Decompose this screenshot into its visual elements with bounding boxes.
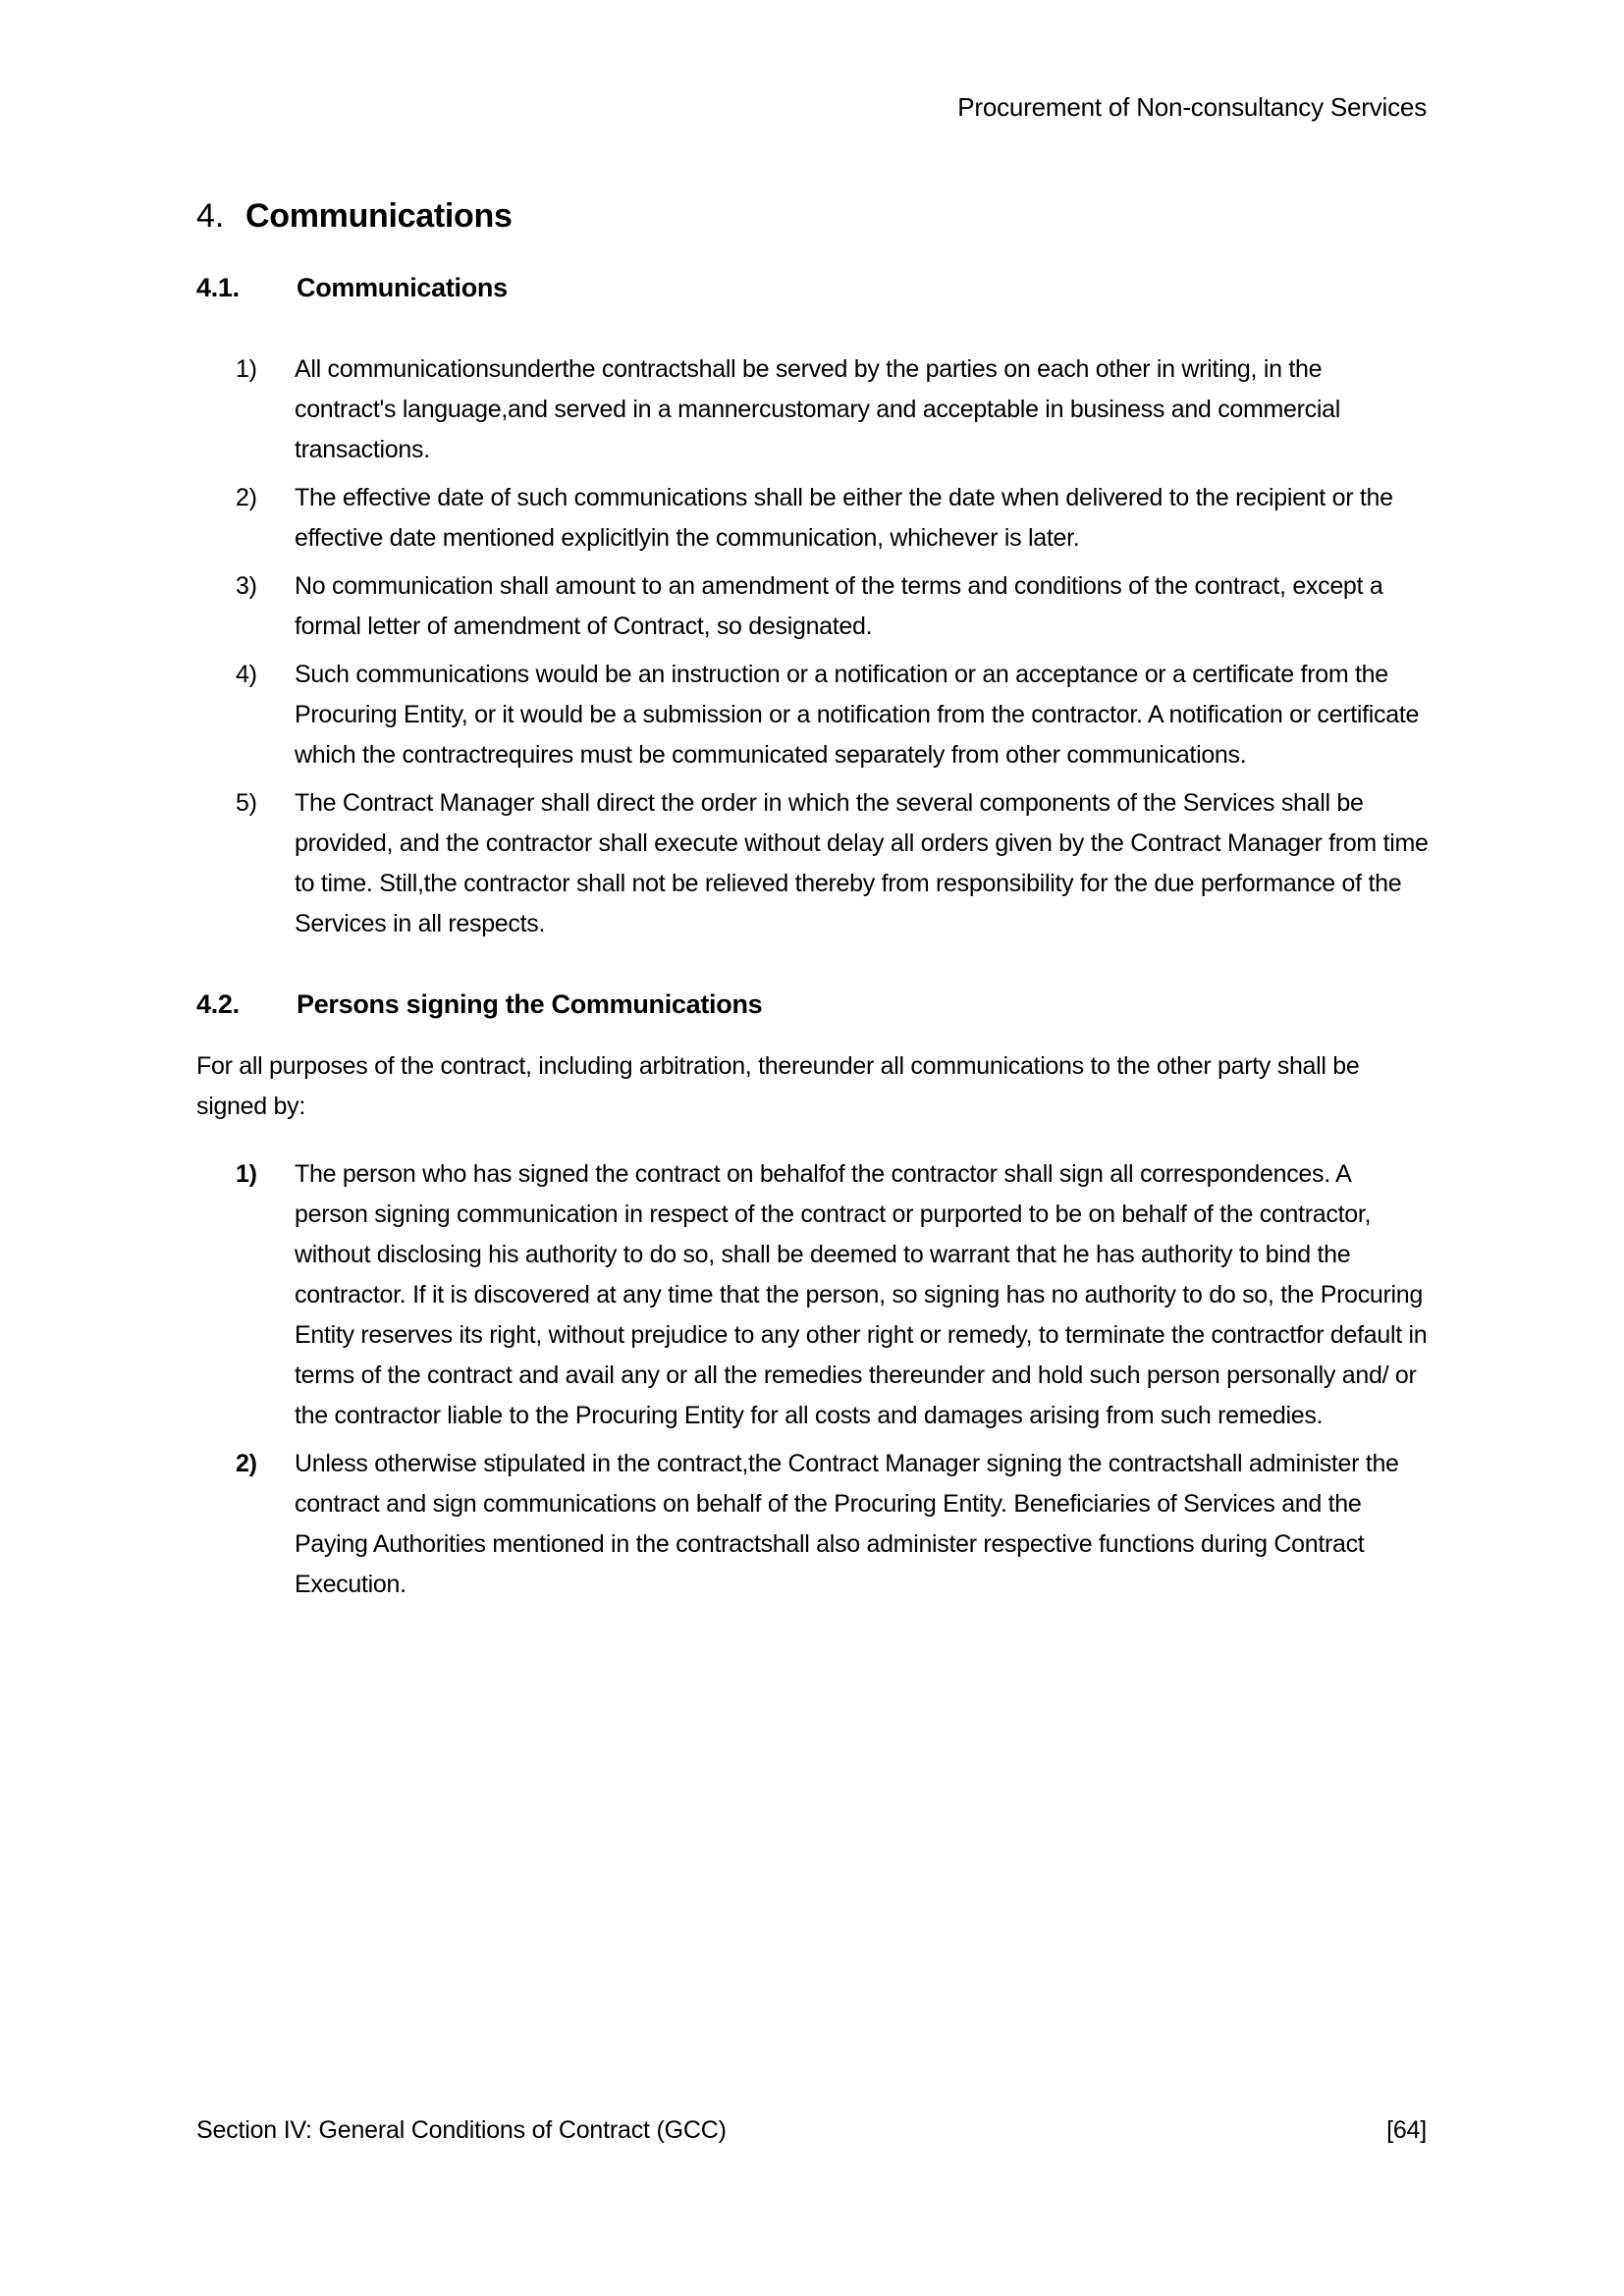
list-item-marker: 5) bbox=[236, 789, 257, 817]
list-item-marker: 3) bbox=[236, 572, 257, 600]
list-item bbox=[236, 783, 1430, 944]
list-item-text: All communicationsunderthe contractshall be served by the parties on each other in writing, in the contract's language,and served in a mannercustomary and acceptable in business and commercial transactions. bbox=[295, 355, 1340, 463]
list-item bbox=[236, 478, 1430, 559]
section-title: Communications bbox=[245, 197, 513, 235]
list-item-text: The Contract Manager shall direct the order in which the several components of the Services shall be provided, and the contractor shall execute without delay all orders given by the Contract Manager from time to time. Still,the contractor shall not be relieved thereby from responsibility for the due performance of the Services in all respects. bbox=[295, 789, 1429, 937]
subsection-heading-4-2 bbox=[196, 986, 1430, 1023]
page-footer bbox=[196, 2116, 1427, 2145]
list-item-text: No communication shall amount to an amendment of the terms and conditions of the contract, except a formal letter of amendment of Contract, so designated. bbox=[295, 572, 1383, 640]
list-item-marker: 2) bbox=[236, 1450, 257, 1477]
section-heading bbox=[196, 194, 1430, 238]
subsection-heading-4-1 bbox=[196, 269, 1430, 306]
clause-list-4-1 bbox=[196, 349, 1430, 944]
header-text: Procurement of Non-consultancy Services bbox=[957, 92, 1427, 122]
list-item-marker: 1) bbox=[236, 1160, 257, 1188]
list-item bbox=[236, 1154, 1430, 1436]
list-item bbox=[236, 349, 1430, 470]
list-item-text: The effective date of such communications shall be either the date when delivered to the recipient or the effective date mentioned explicitlyin the communication, whichever is later. bbox=[295, 484, 1393, 552]
subsection-title: Persons signing the Communications bbox=[297, 989, 763, 1019]
list-item bbox=[236, 1444, 1430, 1605]
page-header bbox=[957, 92, 1427, 123]
list-item-marker: 2) bbox=[236, 484, 257, 511]
list-item-text: The person who has signed the contract on behalfof the contractor shall sign all correspondences. A person signing communication in respect of the contract or purported to be on behalf of the contractor, without disclosing his authority to do so, shall be deemed to warrant that he has authority to bind the contractor. If it is discovered at any time that the person, so signing has no authority to do so, the Procuring Entity reserves its right, without prejudice to any other right or remedy, to terminate the contractfor default in terms of the contract and avail any or all the remedies thereunder and hold such person personally and/ or the contractor liable to the Procuring Entity for all costs and damages arising from such remedies. bbox=[295, 1160, 1428, 1429]
section-number: 4. bbox=[196, 197, 225, 235]
list-item bbox=[236, 566, 1430, 647]
subsection-number: 4.1. bbox=[196, 273, 240, 302]
footer-page-number: [64] bbox=[1386, 2116, 1427, 2144]
intro-paragraph: For all purposes of the contract, including arbitration, thereunder all communications to the other party shall be signed by: bbox=[196, 1052, 1360, 1120]
footer-section-label: Section IV: General Conditions of Contract (GCC) bbox=[196, 2116, 727, 2144]
list-item-marker: 1) bbox=[236, 355, 257, 383]
document-content bbox=[196, 194, 1430, 1605]
list-item-text: Such communications would be an instruction or a notification or an acceptance or a certificate from the Procuring Entity, or it would be a submission or a notification from the contractor. A notification or certificate which the contractrequires must be communicated separately from other communications. bbox=[295, 661, 1420, 769]
list-item bbox=[236, 655, 1430, 775]
subsection-number: 4.2. bbox=[196, 989, 240, 1019]
list-item-text: Unless otherwise stipulated in the contract,the Contract Manager signing the contractshall administer the contract and sign communications on behalf of the Procuring Entity. Beneficiaries of Services and the Paying Authorities mentioned in the contractshall also administer respective functions during Contract Execution. bbox=[295, 1450, 1399, 1598]
subsection-title: Communications bbox=[297, 273, 508, 302]
clause-list-4-2 bbox=[196, 1154, 1430, 1605]
list-item-marker: 4) bbox=[236, 661, 257, 688]
